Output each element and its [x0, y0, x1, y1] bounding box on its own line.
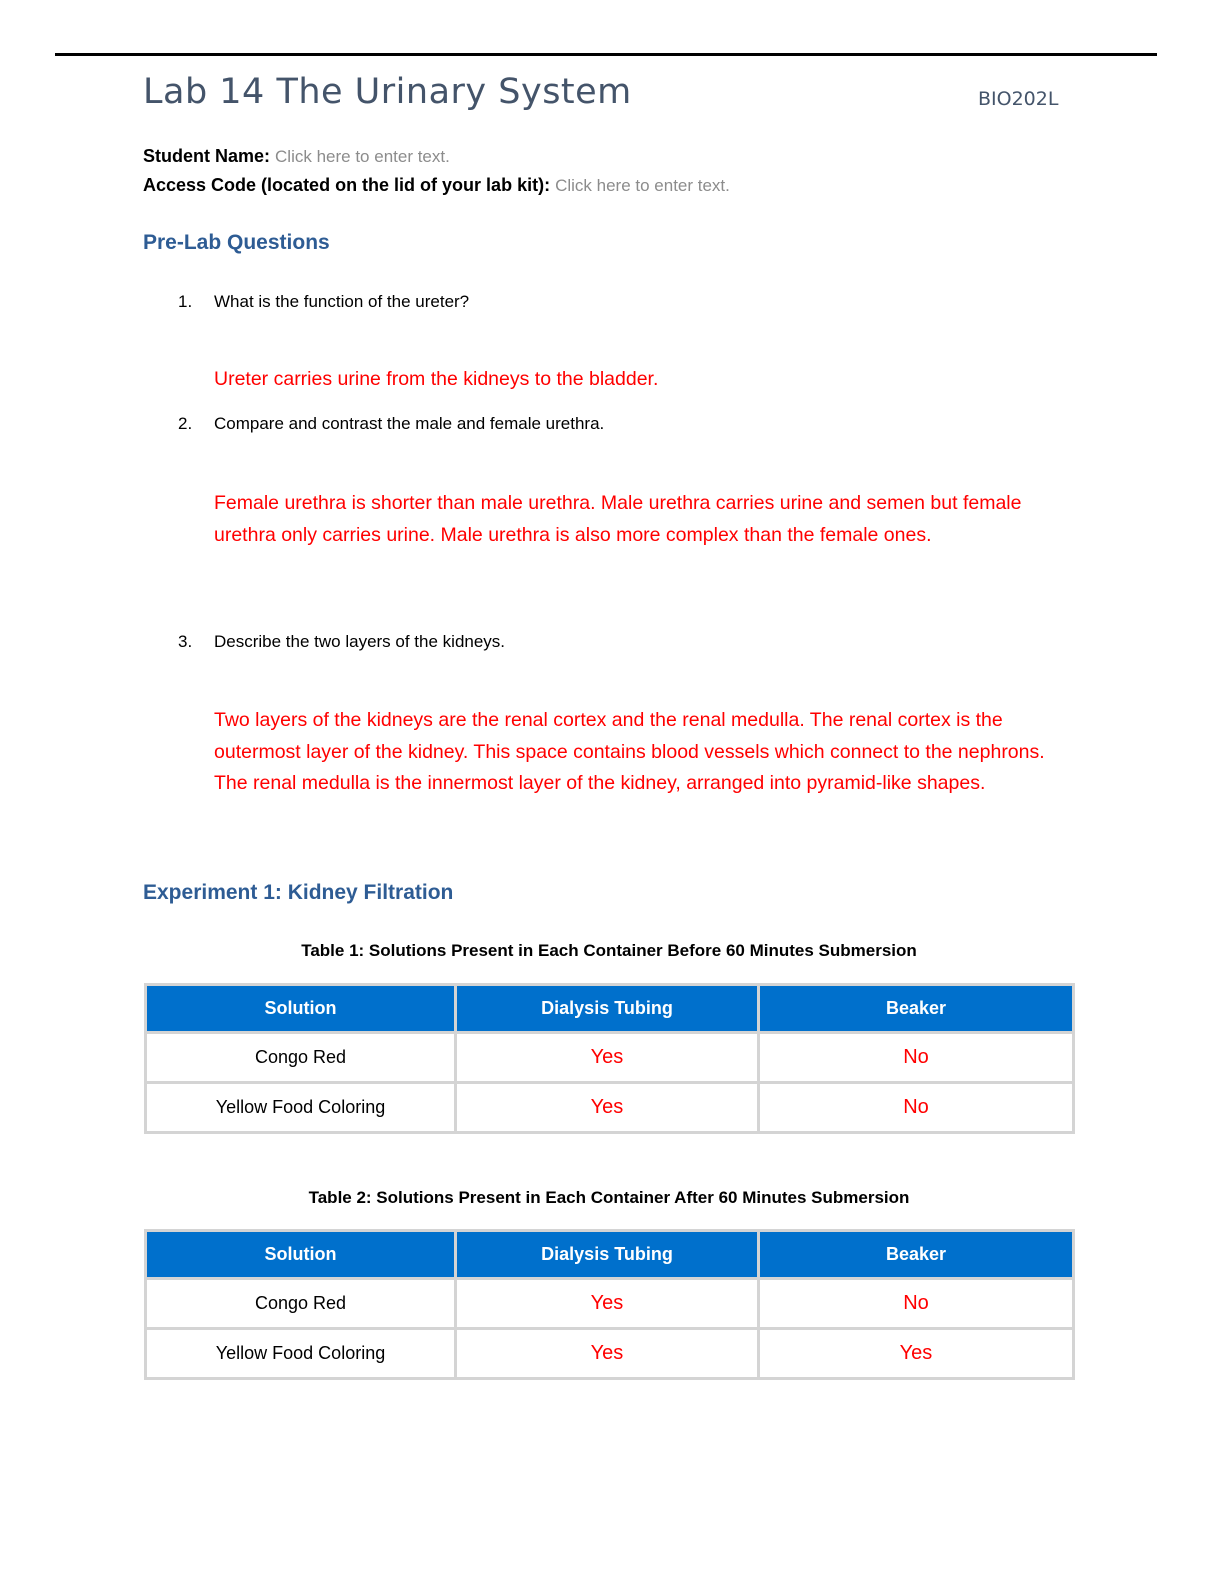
table1-caption: Table 1: Solutions Present in Each Container Before 60 Minutes Submersion — [301, 941, 917, 960]
table-header-row — [147, 1232, 1072, 1280]
table-row — [147, 1084, 1072, 1131]
table-row — [147, 1280, 1072, 1330]
student-name-label: Student Name: — [143, 146, 271, 166]
course-code: BIO202L — [978, 88, 1059, 110]
experiment1-heading: Experiment 1: Kidney Filtration — [143, 881, 454, 904]
column-header-solution: Solution — [147, 986, 457, 1034]
column-header-dialysis-tubing: Dialysis Tubing — [457, 1232, 760, 1280]
cell-beaker: Yes — [899, 1342, 933, 1364]
table1 — [144, 983, 1075, 1134]
cell-dialysis-tubing: Yes — [457, 1034, 760, 1084]
column-header-dialysis-tubing: Dialysis Tubing — [457, 986, 760, 1034]
cell-dialysis-tubing: Yes — [457, 1280, 760, 1330]
question-2 — [178, 414, 604, 434]
access-code-field — [143, 175, 730, 196]
cell-solution: Congo Red — [147, 1280, 457, 1330]
table2 — [144, 1229, 1075, 1380]
cell-solution: Yellow Food Coloring — [147, 1330, 457, 1377]
table-row — [147, 1330, 1072, 1377]
question-number: 2. — [178, 414, 193, 433]
answer-2: Female urethra is shorter than male urethra. Male urethra carries urine and semen but female urethra only carries urine. Male urethra is also more complex than the female ones. — [214, 492, 1022, 546]
student-name-field — [143, 146, 450, 167]
table-row — [147, 1034, 1072, 1084]
question-number: 3. — [178, 632, 193, 651]
cell-beaker: No — [903, 1096, 929, 1118]
question-text: Describe the two layers of the kidneys. — [214, 632, 506, 651]
access-code-label: Access Code (located on the lid of your lab kit): — [143, 175, 551, 195]
document-title: Lab 14 The Urinary System — [143, 72, 632, 112]
cell-solution: Congo Red — [147, 1034, 457, 1084]
column-header-solution: Solution — [147, 1232, 457, 1280]
question-text: What is the function of the ureter? — [214, 292, 470, 311]
cell-beaker: No — [760, 1280, 1072, 1330]
column-header-beaker: Beaker — [760, 986, 1072, 1034]
cell-dialysis-tubing: Yes — [457, 1084, 760, 1131]
header-rule — [55, 53, 1157, 56]
column-header-beaker: Beaker — [760, 1232, 1072, 1280]
question-1 — [178, 292, 469, 312]
student-name-input[interactable]: Click here to enter text. — [275, 147, 450, 166]
prelab-heading: Pre-Lab Questions — [143, 231, 330, 254]
question-text: Compare and contrast the male and female urethra. — [214, 414, 605, 433]
cell-dialysis-tubing: Yes — [457, 1330, 760, 1377]
question-number: 1. — [178, 292, 193, 311]
table-header-row — [147, 986, 1072, 1034]
table2-caption: Table 2: Solutions Present in Each Container After 60 Minutes Submersion — [308, 1188, 910, 1207]
answer-1: Ureter carries urine from the kidneys to the bladder. — [214, 368, 659, 390]
answer-3: Two layers of the kidneys are the renal cortex and the renal medulla. The renal cortex is the outermost layer of the kidney. This space contains blood vessels which connect to the nephrons. The renal medulla is the innermost layer of the kidney, arranged into pyramid-like shapes. — [214, 709, 1045, 794]
question-3 — [178, 632, 505, 652]
cell-solution: Yellow Food Coloring — [147, 1084, 457, 1131]
access-code-input[interactable]: Click here to enter text. — [555, 176, 730, 195]
cell-beaker: No — [760, 1034, 1072, 1084]
